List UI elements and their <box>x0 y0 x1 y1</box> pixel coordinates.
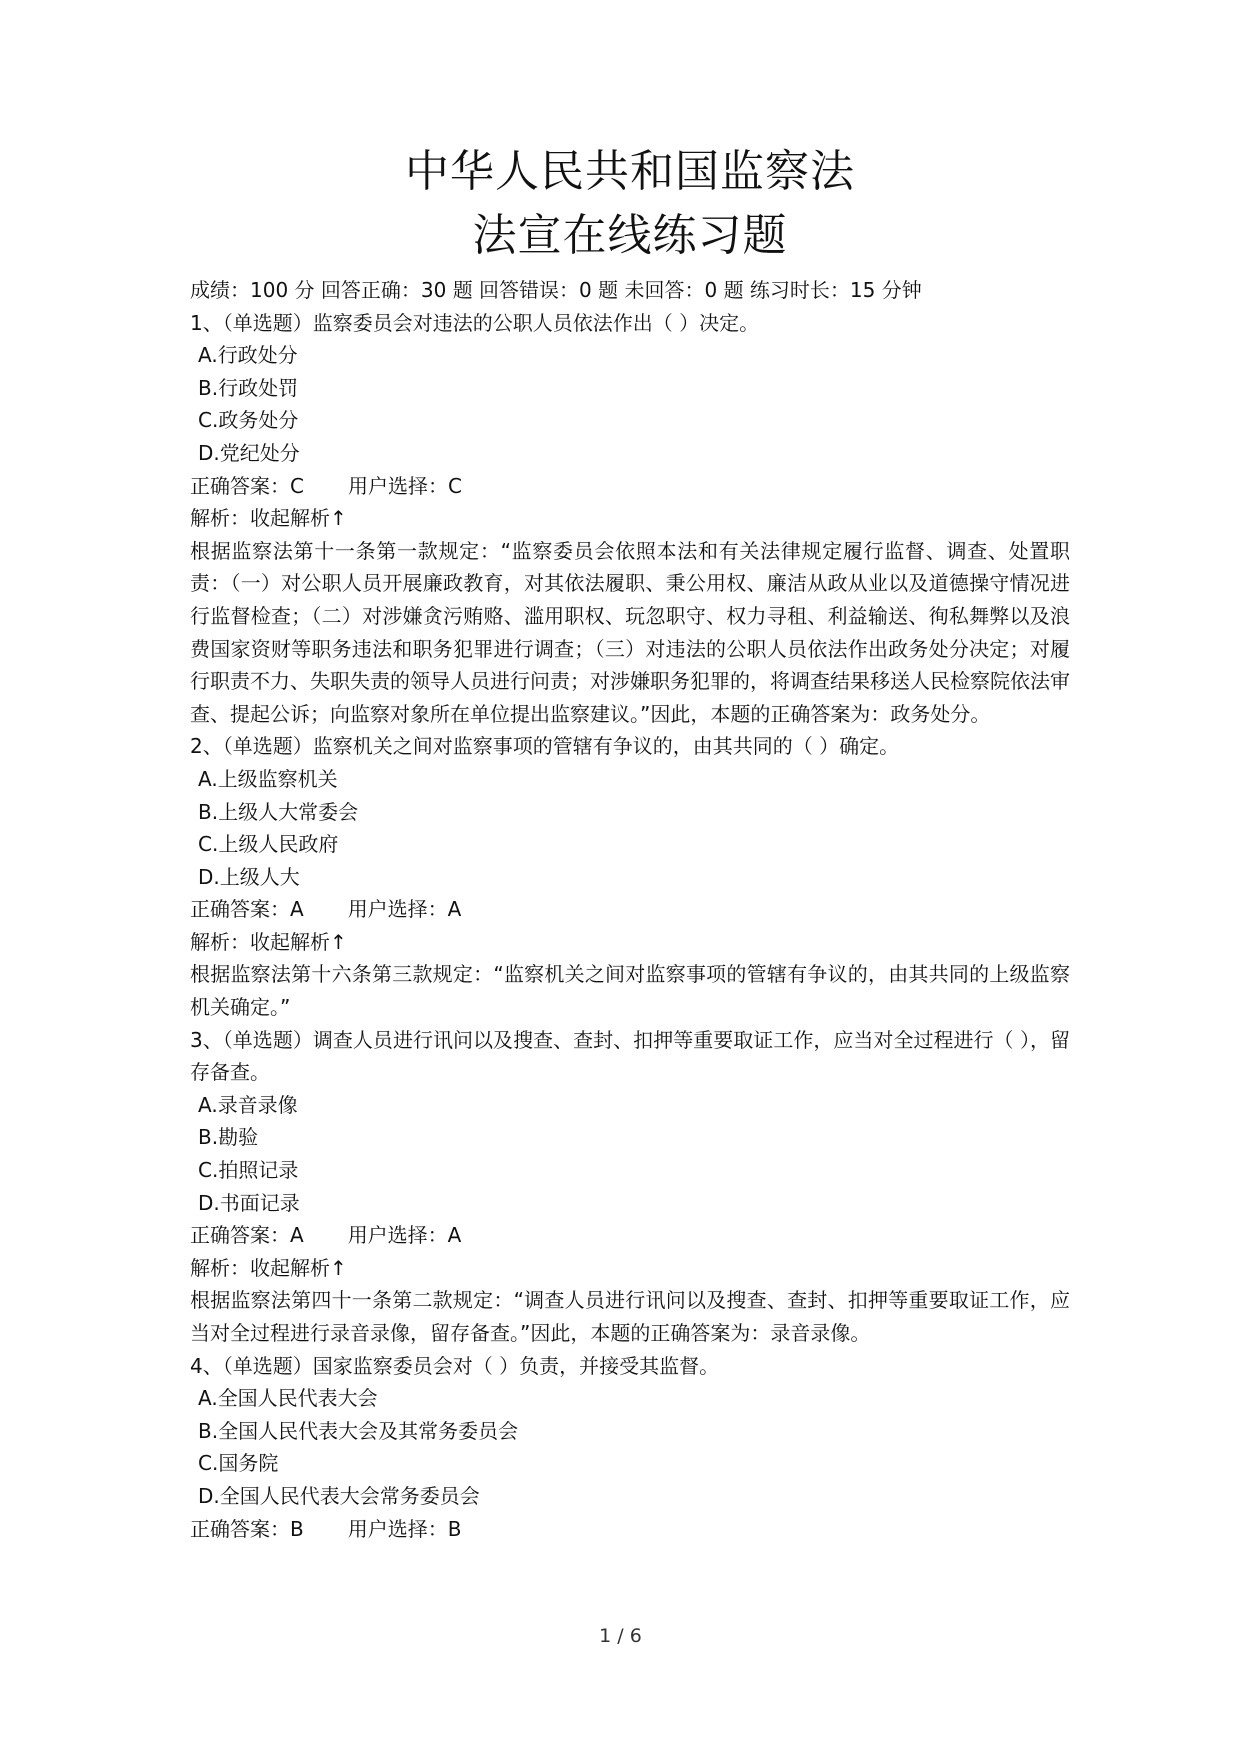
option-d: D.书面记录 <box>198 1190 300 1215</box>
user-choice: 用户选择：A <box>347 1223 462 1248</box>
question-stem: 3、（单选题）调查人员进行讯问以及搜查、查封、扣押等重要取证工作，应当对全过程进行（ ），留存备查。 <box>190 1027 1070 1085</box>
analysis-text: 根据监察法第十一条第一款规定：“监察委员会依照本法和有关法律规定履行监督、调查、处置职责：（一）对公职人员开展廉政教育，对其依法履职、秉公用权、廉洁从政从业以及道德操守情况进行监督检查；（二）对涉嫌贪污贿赂、滥用职权、玩忽职守、权力寻租、利益输送、徇私舞弊以及浪费国家资财等职务违法和职务犯罪进行调查；（三）对违法的公职人员依法作出政务处分决定；对履行职责不力、失职失责的领导人员进行问责；对涉嫌职务犯罪的，将调查结果移送人民检察院依法审查、提起公诉；向监察对象所在单位提出监察建议。”因此，本题的正确答案为：政务处分。 <box>190 538 1070 726</box>
answer-row <box>190 1513 1070 1546</box>
option-b: B.勘验 <box>198 1125 259 1150</box>
option-c: C.上级人民政府 <box>198 832 339 857</box>
answer-row <box>190 1219 1070 1252</box>
correct-answer: 正确答案：A <box>190 1223 304 1248</box>
option-b: B.上级人大常委会 <box>198 799 359 824</box>
question-stem: 1、（单选题）监察委员会对违法的公职人员依法作出（ ）决定。 <box>190 310 760 335</box>
option-c: C.拍照记录 <box>198 1158 299 1183</box>
option-a: A.录音录像 <box>198 1092 298 1117</box>
document-title-line2: 法宣在线练习题 <box>472 210 788 261</box>
option-a: A.全国人民代表大会 <box>198 1386 378 1411</box>
user-choice: 用户选择：A <box>347 897 462 922</box>
answer-row <box>190 470 1070 503</box>
question-2 <box>190 730 1070 1023</box>
question-stem: 2、（单选题）监察机关之间对监察事项的管辖有争议的，由其共同的（ ）确定。 <box>190 734 900 759</box>
document-title-line1: 中华人民共和国监察法 <box>405 146 855 197</box>
document-page <box>190 140 1070 1545</box>
analysis-toggle[interactable]: 解析：收起解析↑ <box>190 929 347 954</box>
option-b: B.行政处罚 <box>198 375 299 400</box>
option-c: C.政务处分 <box>198 408 299 433</box>
option-a: A.行政处分 <box>198 343 298 368</box>
analysis-text: 根据监察法第十六条第三款规定：“监察机关之间对监察事项的管辖有争议的，由其共同的上级监察机关确定。” <box>190 962 1070 1020</box>
user-choice: 用户选择：B <box>347 1516 462 1541</box>
option-c: C.国务院 <box>198 1451 279 1476</box>
question-1 <box>190 307 1070 731</box>
option-d: D.党纪处分 <box>198 440 300 465</box>
analysis-toggle[interactable]: 解析：收起解析↑ <box>190 506 347 531</box>
score-summary: 成绩：100 分 回答正确：30 题 回答错误：0 题 未回答：0 题 练习时长：15 分钟 <box>190 278 922 302</box>
user-choice: 用户选择：C <box>347 473 462 498</box>
analysis-toggle[interactable]: 解析：收起解析↑ <box>190 1255 347 1280</box>
analysis-text: 根据监察法第四十一条第二款规定：“调查人员进行讯问以及搜查、查封、扣押等重要取证工作，应当对全过程进行录音录像，留存备查。”因此，本题的正确答案为：录音录像。 <box>190 1288 1070 1345</box>
option-b: B.全国人民代表大会及其常务委员会 <box>198 1418 519 1443</box>
option-d: D.上级人大 <box>198 864 300 889</box>
correct-answer: 正确答案：C <box>190 473 304 498</box>
correct-answer: 正确答案：B <box>190 1516 304 1541</box>
correct-answer: 正确答案：A <box>190 897 304 922</box>
page-number: 1 / 6 <box>599 1625 642 1647</box>
option-d: D.全国人民代表大会常务委员会 <box>198 1483 480 1508</box>
question-stem: 4、（单选题）国家监察委员会对（ ）负责，并接受其监督。 <box>190 1353 720 1378</box>
option-a: A.上级监察机关 <box>198 766 338 791</box>
question-3 <box>190 1024 1070 1350</box>
answer-row <box>190 893 1070 926</box>
question-4 <box>190 1350 1070 1546</box>
